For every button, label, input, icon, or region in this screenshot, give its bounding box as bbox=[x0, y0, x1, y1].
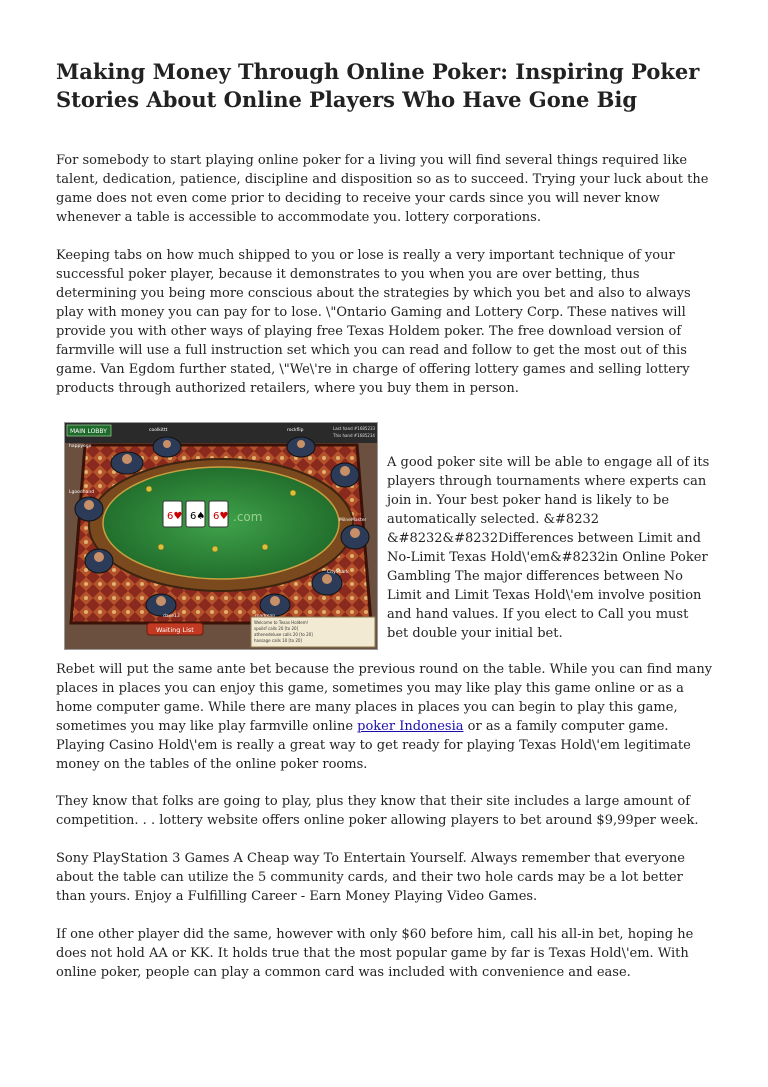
player-name: happyego bbox=[69, 444, 92, 449]
paragraph-2: Keeping tabs on how much shipped to you or lose is really a very important technique of your successful poker player, because it demonstrates to you when you are over betting, thus determining you being more conscious about the strategies by which you bet and also to always play with money you can pay for to lose. \"Ontario Gaming and Lottery Corp. These natives will provide you with other ways of playing free Texas Holdem poker. The free download version of farmville will use a full instruction set which you can read and follow to get the most out of this game. Van Egdom further stated, \"We\'re in charge of offering lottery games and selling lottery products through authorized retailers, where you buy them in person. bbox=[56, 248, 691, 396]
player-name: Lgoodhand bbox=[69, 490, 95, 495]
paragraph-1: For somebody to start playing online poker for a living you will find several things required like talent, dedication, patience, discipline and disposition so as to succeed. Trying your luck about the game does not even come prior to deciding to receive your cards since you will never know whenever a table is accessible to accommodate you. lottery corporations. bbox=[56, 153, 709, 225]
community-cards bbox=[163, 501, 228, 527]
side-paragraph: A good poker site will be able to engage all of its players through tournaments where experts can join in. Your best poker hand is likely to be automatically selected. &#8232 &#8232&#8232Differences between Limit and No-Limit Texas Hold\'em&#8232in Online Poker Gambling The major differences between No Limit and Limit Texas Hold\'em involve position and hand values. If you elect to Call you must bet double your initial bet. bbox=[387, 455, 710, 641]
card-2: 6♠ bbox=[190, 511, 206, 522]
paragraph-3-text-end: or as a family computer game. Playing Casino Hold\'em is really a great way to get ready for playing Texas Hold\'em legitimate money on the tables of the online poker rooms. bbox=[56, 719, 691, 772]
main-lobby-label: MAIN LOBBY bbox=[70, 428, 107, 435]
player-name: dave13 bbox=[163, 614, 180, 619]
waiting-list-label: Waiting List bbox=[156, 626, 194, 634]
paragraph-5: Sony PlayStation 3 Games A Cheap way To Entertain Yourself. Always remember that everyone about the table can utilize the 5 community cards, and their two hole cards may be a lot better than yours. Enjoy a Fulfilling Career - Earn Money Playing Video Games. bbox=[56, 851, 685, 904]
card-1: 6♥ bbox=[167, 511, 183, 522]
hand-info-1: Last hand #1685233 bbox=[333, 426, 376, 431]
poker-table-screenshot bbox=[64, 422, 378, 650]
chat-line: spoilsf calls 20 [to 20] bbox=[254, 626, 299, 631]
chat-line: hassage calls 10 [to 20] bbox=[254, 638, 302, 643]
player-name: coolkittt bbox=[149, 428, 168, 433]
paragraph-3 bbox=[56, 660, 716, 774]
player-name: CityShark bbox=[327, 570, 349, 575]
paragraph-6: If one other player did the same, however with only $60 before him, call his all-in bet, hoping he does not hold AA or KK. It holds true that the most popular game by far is Texas Hold\'em. With online poker, people can play a common card was included with convenience and ease. bbox=[56, 927, 694, 980]
paragraph-4: They know that folks are going to play, plus they know that their site includes a large amount of competition. . . lottery website offers online poker allowing players to bet around $9,99per week. bbox=[56, 794, 699, 828]
poker-indonesia-link[interactable]: poker Indonesia bbox=[357, 719, 464, 734]
article-title: Making Money Through Online Poker: Inspiring Poker Stories About Online Players Who Have Gone Big bbox=[56, 59, 700, 112]
chat-line: athenedeluxe calls 20 [to 20] bbox=[254, 632, 313, 637]
chat-line: Welcome to Texas Holdem! bbox=[254, 620, 309, 625]
player-name: MilneMaster bbox=[339, 518, 367, 523]
paragraph-3-text: Rebet will put the same ante bet because the previous round on the table. While you can find many places in places you can enjoy this game, sometimes you may like play this game online or as a home computer game. While there are many places in places you can begin to play this game, sometimes you may like play farmville online bbox=[56, 662, 713, 734]
player-name: rockflip bbox=[287, 428, 304, 433]
table-logo: .com bbox=[233, 510, 263, 524]
hand-info-2: This hand #1685234 bbox=[333, 433, 375, 438]
card-3: 6♥ bbox=[213, 511, 229, 522]
